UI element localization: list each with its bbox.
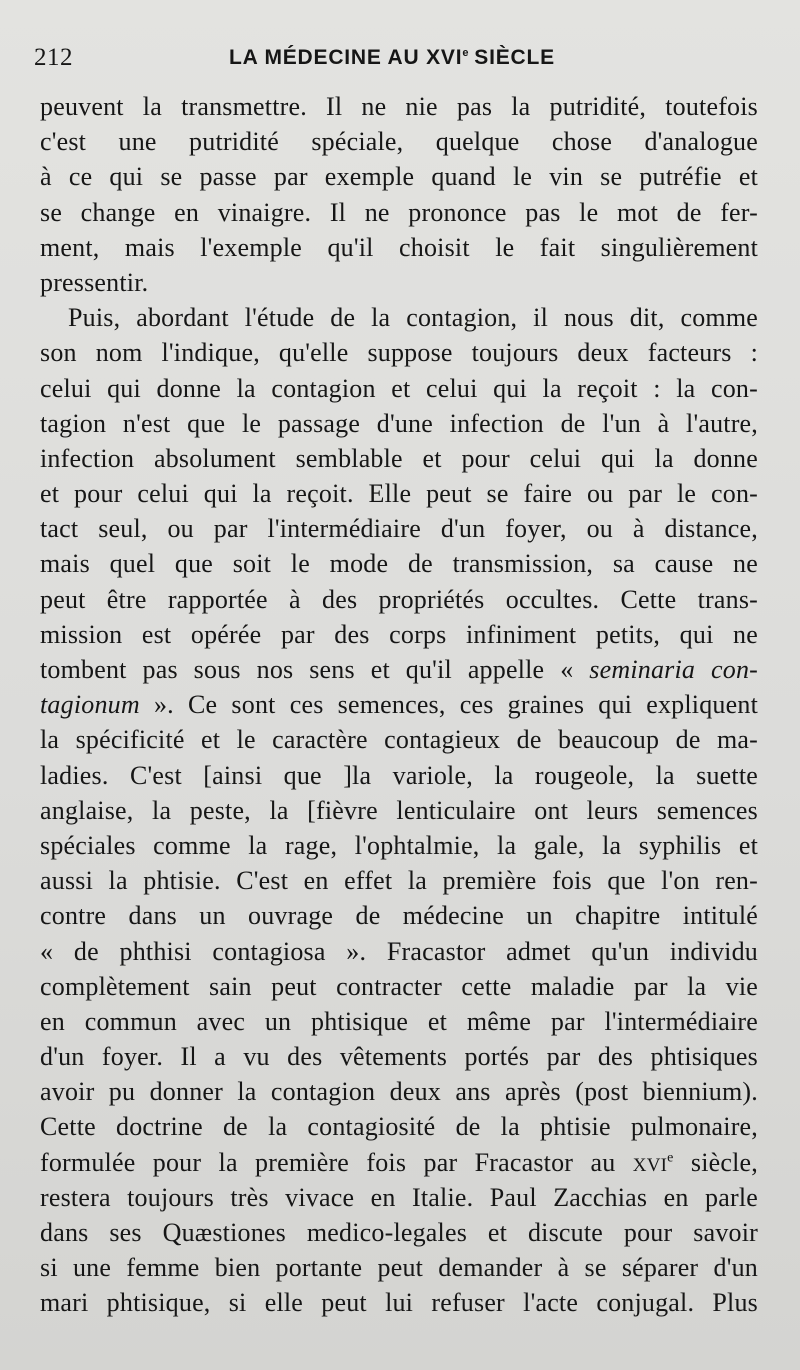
text-line: pressentir. <box>40 267 149 297</box>
running-title-superscript: e <box>462 47 470 59</box>
text-line: formulée pour la première fois par Fracastor au XVIe siècle, <box>40 1147 758 1177</box>
text-line: et pour celui qui la reçoit. Elle peut se faire ou par le con- <box>40 479 758 509</box>
text-line: peuvent la transmettre. Il ne nie pas la putridité, toutefois <box>40 92 758 121</box>
text-line: c'est une putridité spéciale, quelque chose d'analogue <box>40 127 758 157</box>
text-line: la spécificité et le caractère contagieux de beaucoup de ma- <box>40 725 758 755</box>
text-line: mission est opérée par des corps infiniment petits, qui ne <box>40 619 758 649</box>
text-line: si une femme bien portante peut demander à se séparer d'un <box>40 1253 758 1283</box>
century-superscript: e <box>667 1149 674 1165</box>
running-title-suffix: SIÈCLE <box>474 46 555 69</box>
text-line: mari phtisique, si elle peut lui refuser l'acte conjugal. Plus <box>40 1288 758 1318</box>
text-line: contre dans un ouvrage de médecine un chapitre intitulé <box>40 901 758 931</box>
text-line: tagion n'est que le passage d'une infection de l'un à l'autre, <box>40 408 758 438</box>
text-line: ladies. C'est [ainsi que ]la variole, la rougeole, la suette <box>40 760 758 790</box>
running-title <box>229 46 555 70</box>
text-line: « de phthisi contagiosa ». Fracastor admet qu'un individu <box>40 936 758 966</box>
text-line: mais quel que soit le mode de transmission, sa cause ne <box>40 549 758 579</box>
text-line: tact seul, ou par l'intermédiaire d'un foyer, ou à distance, <box>40 514 758 544</box>
text-line: anglaise, la peste, la [fièvre lenticulaire ont leurs semences <box>40 795 758 825</box>
text-line: ment, mais l'exemple qu'il choisit le fait singulièrement <box>40 232 758 262</box>
text-line: spéciales comme la rage, l'ophtalmie, la gale, la syphilis et <box>40 830 758 860</box>
running-title-prefix: LA MÉDECINE AU XVI <box>229 46 463 69</box>
text-line: d'un foyer. Il a vu des vêtements portés par des phtisiques <box>40 1042 758 1072</box>
text-line: tombent pas sous nos sens et qu'il appelle « seminaria con- <box>40 655 758 684</box>
page-header <box>34 40 774 80</box>
paragraph-first-line: Puis, abordant l'étude de la contagion, il nous dit, comme <box>68 303 758 333</box>
text-line: infection absolument semblable et pour celui qui la donne <box>40 443 758 473</box>
page-number: 212 <box>34 44 73 71</box>
century-numeral: XVI <box>632 1154 668 1176</box>
text-line: en commun avec un phtisique et même par l'intermédiaire <box>40 1006 758 1036</box>
text-line: celui qui donne la contagion et celui qui la reçoit : la con- <box>40 373 758 403</box>
latin-term: seminaria con- <box>589 655 758 684</box>
text-line: son nom l'indique, qu'elle suppose toujours deux facteurs : <box>40 338 758 368</box>
text-line: Cette doctrine de la contagiosité de la phtisie pulmonaire, <box>40 1112 758 1142</box>
text-line: tagionum ». Ce sont ces semences, ces graines qui expliquent <box>40 690 758 720</box>
text-line: restera toujours très vivace en Italie. Paul Zacchias en parle <box>40 1182 758 1212</box>
text-line: complètement sain peut contracter cette maladie par la vie <box>40 971 758 1001</box>
text-line: peut être rapportée à des propriétés occultes. Cette trans- <box>40 584 758 614</box>
text-line: à ce qui se passe par exemple quand le vin se putréfie et <box>40 162 758 192</box>
latin-term: tagionum <box>40 690 140 720</box>
body-text <box>40 89 758 1321</box>
text-line: aussi la phtisie. C'est en effet la première fois que l'on ren- <box>40 866 758 896</box>
text-line: se change en vinaigre. Il ne prononce pas le mot de fer- <box>40 197 758 227</box>
text-line: avoir pu donner la contagion deux ans après (post biennium). <box>40 1077 758 1107</box>
text-line: dans ses Quæstiones medico-legales et discute pour savoir <box>40 1218 758 1247</box>
